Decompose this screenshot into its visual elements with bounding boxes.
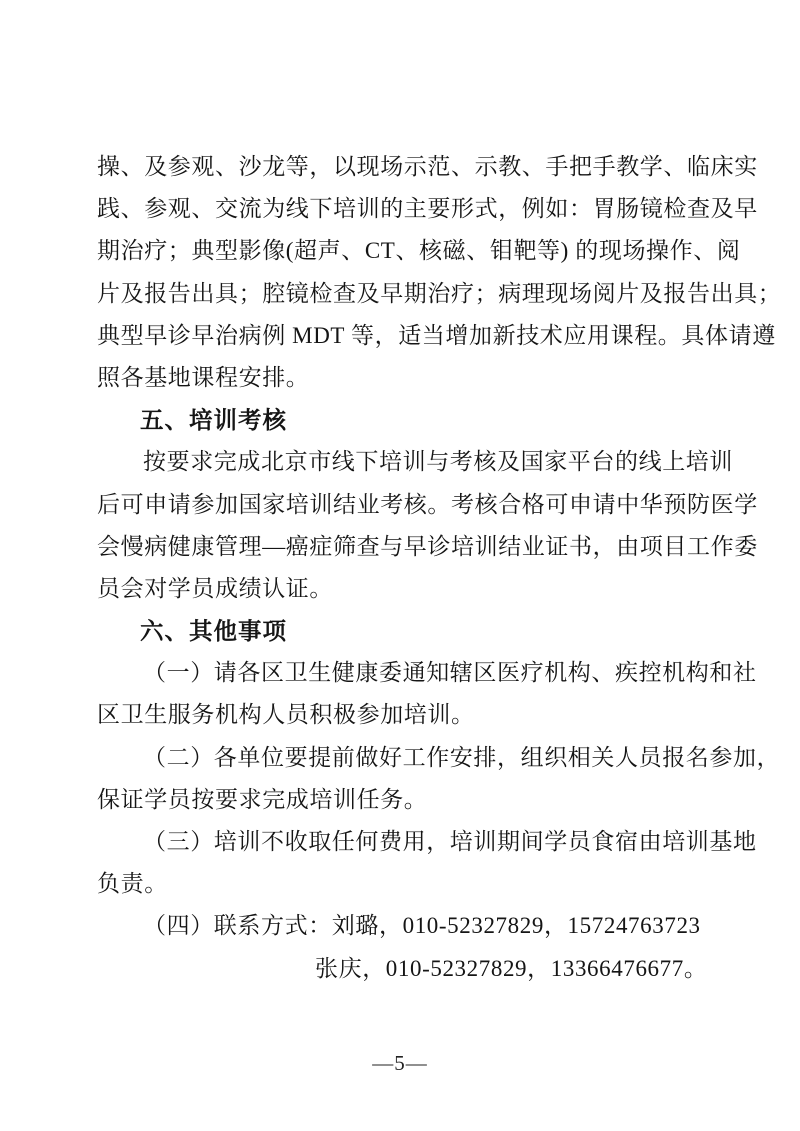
body-text-line: 典型早诊早治病例 MDT 等，适当增加新技术应用课程。具体请遵 xyxy=(97,322,776,348)
page-number: —5— xyxy=(372,1051,428,1075)
section6-heading: 六、其他事项 xyxy=(140,618,287,645)
contact-line: （四）联系方式：刘璐，010-52327829，15724763723 xyxy=(143,913,701,939)
body-text-line: 区卫生服务机构人员积极参加培训。 xyxy=(97,702,475,728)
body-text-line: 保证学员按要求完成培训任务。 xyxy=(97,786,428,812)
body-text-line: 按要求完成北京市线下培训与考核及国家平台的线上培训 xyxy=(143,449,733,475)
body-text-line: 员会对学员成绩认证。 xyxy=(97,575,333,601)
section5-heading: 五、培训考核 xyxy=(140,407,287,434)
contact-line: 张庆，010-52327829，13366476677。 xyxy=(315,955,708,981)
body-text-line: 期治疗；典型影像(超声、CT、核磁、钼靶等) 的现场操作、阅 xyxy=(97,238,741,264)
body-text-line: 照各基地课程安排。 xyxy=(97,364,310,390)
body-text-line: 践、参观、交流为线下培训的主要形式，例如：胃肠镜检查及早 xyxy=(97,196,758,222)
body-text-line: 后可申请参加国家培训结业考核。考核合格可申请中华预防医学 xyxy=(97,491,758,517)
body-text-line: 片及报告出具；腔镜检查及早期治疗；病理现场阅片及报告出具； xyxy=(97,280,782,306)
body-text-line: （三）培训不收取任何费用，培训期间学员食宿由培训基地 xyxy=(143,829,757,854)
body-text-line: 操、及参观、沙龙等，以现场示范、示教、手把手教学、临床实 xyxy=(97,154,758,179)
body-text-line: 负责。 xyxy=(97,871,168,897)
body-text-line: （二）各单位要提前做好工作安排，组织相关人员报名参加， xyxy=(143,744,781,770)
body-text-line: （一）请各区卫生健康委通知辖区医疗机构、疾控机构和社 xyxy=(143,660,757,686)
document-body xyxy=(97,146,782,990)
body-text-line: 会慢病健康管理—癌症筛查与早诊培训结业证书，由项目工作委 xyxy=(97,533,758,559)
